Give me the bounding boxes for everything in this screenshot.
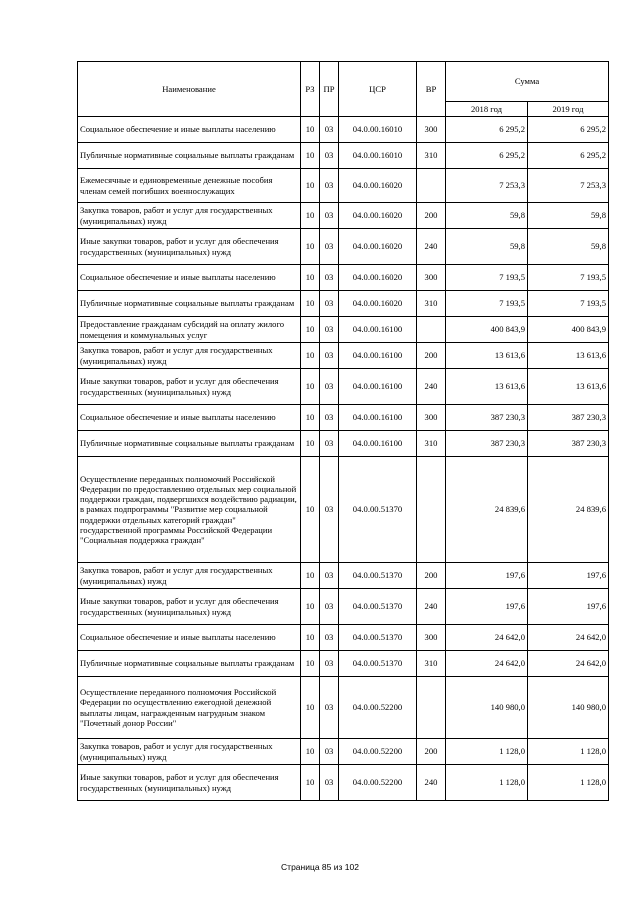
- row-sum-2019: 24 839,6: [528, 457, 609, 563]
- row-vr: 310: [417, 143, 446, 169]
- row-pr: 03: [320, 405, 339, 431]
- row-rz: 10: [301, 203, 320, 229]
- row-sum-2018: 7 253,3: [446, 169, 528, 203]
- row-rz: 10: [301, 265, 320, 291]
- row-vr: 310: [417, 291, 446, 317]
- row-name: Ежемесячные и единовременные денежные пособия членам семей погибших военнослужащих: [78, 169, 301, 203]
- row-pr: 03: [320, 265, 339, 291]
- row-csr: 04.0.00.16100: [339, 343, 417, 369]
- row-sum-2019: 1 128,0: [528, 739, 609, 765]
- table-row: [78, 651, 609, 677]
- row-csr: 04.0.00.16020: [339, 203, 417, 229]
- row-sum-2019: 387 230,3: [528, 431, 609, 457]
- row-csr: 04.0.00.52200: [339, 677, 417, 739]
- row-name: Социальное обеспечение и иные выплаты населению: [78, 117, 301, 143]
- row-vr: 200: [417, 739, 446, 765]
- row-name: Закупка товаров, работ и услуг для государственных (муниципальных) нужд: [78, 563, 301, 589]
- row-sum-2019: 6 295,2: [528, 117, 609, 143]
- row-rz: 10: [301, 457, 320, 563]
- row-rz: 10: [301, 677, 320, 739]
- row-sum-2018: 59,8: [446, 229, 528, 265]
- row-pr: 03: [320, 765, 339, 801]
- row-csr: 04.0.00.51370: [339, 625, 417, 651]
- row-sum-2019: 7 253,3: [528, 169, 609, 203]
- row-vr: 310: [417, 431, 446, 457]
- row-sum-2019: 24 642,0: [528, 625, 609, 651]
- row-pr: 03: [320, 431, 339, 457]
- row-sum-2018: 59,8: [446, 203, 528, 229]
- budget-table: [77, 61, 609, 801]
- table-row: [78, 117, 609, 143]
- row-csr: 04.0.00.16020: [339, 229, 417, 265]
- row-rz: 10: [301, 229, 320, 265]
- row-sum-2019: 24 642,0: [528, 651, 609, 677]
- row-sum-2018: 1 128,0: [446, 765, 528, 801]
- row-vr: [417, 317, 446, 343]
- row-sum-2018: 197,6: [446, 563, 528, 589]
- row-vr: 240: [417, 589, 446, 625]
- row-vr: [417, 677, 446, 739]
- row-pr: 03: [320, 343, 339, 369]
- row-csr: 04.0.00.51370: [339, 563, 417, 589]
- row-rz: 10: [301, 143, 320, 169]
- table-row: [78, 369, 609, 405]
- row-pr: 03: [320, 117, 339, 143]
- row-pr: 03: [320, 169, 339, 203]
- row-name: Публичные нормативные социальные выплаты гражданам: [78, 431, 301, 457]
- table-row: [78, 589, 609, 625]
- row-rz: 10: [301, 169, 320, 203]
- header-pr: ПР: [320, 62, 339, 117]
- row-name: Закупка товаров, работ и услуг для государственных (муниципальных) нужд: [78, 343, 301, 369]
- row-rz: 10: [301, 563, 320, 589]
- row-vr: [417, 169, 446, 203]
- row-vr: 240: [417, 765, 446, 801]
- row-vr: 300: [417, 265, 446, 291]
- row-csr: 04.0.00.51370: [339, 589, 417, 625]
- row-rz: 10: [301, 739, 320, 765]
- row-pr: 03: [320, 229, 339, 265]
- row-rz: 10: [301, 431, 320, 457]
- table-row: [78, 265, 609, 291]
- row-csr: 04.0.00.16010: [339, 143, 417, 169]
- row-sum-2018: 7 193,5: [446, 265, 528, 291]
- row-csr: 04.0.00.16100: [339, 405, 417, 431]
- row-name: Иные закупки товаров, работ и услуг для обеспечения государственных (муниципальных) нужд: [78, 589, 301, 625]
- header-year-2018: 2018 год: [446, 102, 528, 117]
- header-year-2019: 2019 год: [528, 102, 609, 117]
- row-sum-2018: 13 613,6: [446, 369, 528, 405]
- table-body: [78, 117, 609, 801]
- row-sum-2019: 140 980,0: [528, 677, 609, 739]
- row-sum-2019: 400 843,9: [528, 317, 609, 343]
- row-pr: 03: [320, 677, 339, 739]
- row-vr: 300: [417, 405, 446, 431]
- row-pr: 03: [320, 563, 339, 589]
- header-sum: Сумма: [446, 62, 609, 102]
- table-row: [78, 739, 609, 765]
- row-vr: [417, 457, 446, 563]
- row-sum-2018: 7 193,5: [446, 291, 528, 317]
- row-name: Публичные нормативные социальные выплаты гражданам: [78, 651, 301, 677]
- row-pr: 03: [320, 625, 339, 651]
- header-name: Наименование: [78, 62, 301, 117]
- table-row: [78, 143, 609, 169]
- row-rz: 10: [301, 343, 320, 369]
- row-sum-2018: 140 980,0: [446, 677, 528, 739]
- row-pr: 03: [320, 291, 339, 317]
- row-sum-2019: 59,8: [528, 203, 609, 229]
- table-row: [78, 431, 609, 457]
- row-rz: 10: [301, 625, 320, 651]
- row-rz: 10: [301, 117, 320, 143]
- row-name: Публичные нормативные социальные выплаты гражданам: [78, 143, 301, 169]
- row-name: Иные закупки товаров, работ и услуг для обеспечения государственных (муниципальных) нужд: [78, 765, 301, 801]
- row-csr: 04.0.00.16100: [339, 317, 417, 343]
- row-vr: 240: [417, 369, 446, 405]
- row-name: Социальное обеспечение и иные выплаты населению: [78, 265, 301, 291]
- row-vr: 300: [417, 117, 446, 143]
- row-csr: 04.0.00.16100: [339, 431, 417, 457]
- row-sum-2019: 197,6: [528, 589, 609, 625]
- row-sum-2018: 1 128,0: [446, 739, 528, 765]
- row-vr: 200: [417, 203, 446, 229]
- row-csr: 04.0.00.51370: [339, 457, 417, 563]
- row-pr: 03: [320, 589, 339, 625]
- row-sum-2019: 1 128,0: [528, 765, 609, 801]
- row-vr: 240: [417, 229, 446, 265]
- page-footer: Страница 85 из 102: [281, 862, 359, 872]
- table-row: [78, 169, 609, 203]
- row-sum-2019: 6 295,2: [528, 143, 609, 169]
- table-row: [78, 317, 609, 343]
- header-vr: ВР: [417, 62, 446, 117]
- table-row: [78, 563, 609, 589]
- row-name: Закупка товаров, работ и услуг для государственных (муниципальных) нужд: [78, 203, 301, 229]
- row-sum-2018: 197,6: [446, 589, 528, 625]
- row-sum-2019: 59,8: [528, 229, 609, 265]
- row-sum-2018: 24 839,6: [446, 457, 528, 563]
- table-row: [78, 405, 609, 431]
- row-csr: 04.0.00.51370: [339, 651, 417, 677]
- row-sum-2018: 24 642,0: [446, 625, 528, 651]
- row-rz: 10: [301, 317, 320, 343]
- row-rz: 10: [301, 765, 320, 801]
- row-pr: 03: [320, 317, 339, 343]
- row-rz: 10: [301, 651, 320, 677]
- row-name: Иные закупки товаров, работ и услуг для обеспечения государственных (муниципальных) нужд: [78, 369, 301, 405]
- row-sum-2019: 7 193,5: [528, 265, 609, 291]
- row-pr: 03: [320, 651, 339, 677]
- row-rz: 10: [301, 405, 320, 431]
- row-sum-2018: 13 613,6: [446, 343, 528, 369]
- row-rz: 10: [301, 291, 320, 317]
- row-pr: 03: [320, 739, 339, 765]
- row-pr: 03: [320, 369, 339, 405]
- row-sum-2018: 24 642,0: [446, 651, 528, 677]
- row-name: Закупка товаров, работ и услуг для государственных (муниципальных) нужд: [78, 739, 301, 765]
- table-row: [78, 343, 609, 369]
- row-name: Предоставление гражданам субсидий на оплату жилого помещения и коммунальных услуг: [78, 317, 301, 343]
- table-row: [78, 203, 609, 229]
- row-name: Публичные нормативные социальные выплаты гражданам: [78, 291, 301, 317]
- table-row: [78, 229, 609, 265]
- row-sum-2018: 6 295,2: [446, 143, 528, 169]
- row-name: Иные закупки товаров, работ и услуг для обеспечения государственных (муниципальных) нужд: [78, 229, 301, 265]
- row-csr: 04.0.00.16100: [339, 369, 417, 405]
- row-sum-2018: 400 843,9: [446, 317, 528, 343]
- row-sum-2019: 7 193,5: [528, 291, 609, 317]
- row-csr: 04.0.00.16020: [339, 291, 417, 317]
- row-sum-2019: 13 613,6: [528, 343, 609, 369]
- row-rz: 10: [301, 589, 320, 625]
- row-sum-2018: 6 295,2: [446, 117, 528, 143]
- row-csr: 04.0.00.52200: [339, 765, 417, 801]
- row-csr: 04.0.00.52200: [339, 739, 417, 765]
- table-row: [78, 291, 609, 317]
- header-csr: ЦСР: [339, 62, 417, 117]
- row-sum-2018: 387 230,3: [446, 405, 528, 431]
- row-sum-2019: 197,6: [528, 563, 609, 589]
- row-vr: 200: [417, 343, 446, 369]
- row-pr: 03: [320, 457, 339, 563]
- table-row: [78, 457, 609, 563]
- table-row: [78, 765, 609, 801]
- header-rz: РЗ: [301, 62, 320, 117]
- row-pr: 03: [320, 203, 339, 229]
- row-sum-2019: 387 230,3: [528, 405, 609, 431]
- row-csr: 04.0.00.16020: [339, 265, 417, 291]
- row-csr: 04.0.00.16010: [339, 117, 417, 143]
- table-row: [78, 625, 609, 651]
- row-pr: 03: [320, 143, 339, 169]
- row-name: Осуществление переданного полномочия Российской Федерации по осуществлению ежегодной денежной выплаты лицам, награжденным нагрудным знаком "Почетный донор России": [78, 677, 301, 739]
- row-sum-2019: 13 613,6: [528, 369, 609, 405]
- row-name: Социальное обеспечение и иные выплаты населению: [78, 405, 301, 431]
- row-sum-2018: 387 230,3: [446, 431, 528, 457]
- row-name: Социальное обеспечение и иные выплаты населению: [78, 625, 301, 651]
- row-vr: 310: [417, 651, 446, 677]
- row-vr: 300: [417, 625, 446, 651]
- row-rz: 10: [301, 369, 320, 405]
- row-csr: 04.0.00.16020: [339, 169, 417, 203]
- table-row: [78, 677, 609, 739]
- row-name: Осуществление переданных полномочий Российской Федерации по предоставлению отдельных мер социальной поддержки граждан, подвергшихся воздействию радиации, в рамках подпрограммы "Развитие мер социальной поддержки отдельных категорий граждан" государственной программы Российской Федерации "Социальная поддержка граждан": [78, 457, 301, 563]
- row-vr: 200: [417, 563, 446, 589]
